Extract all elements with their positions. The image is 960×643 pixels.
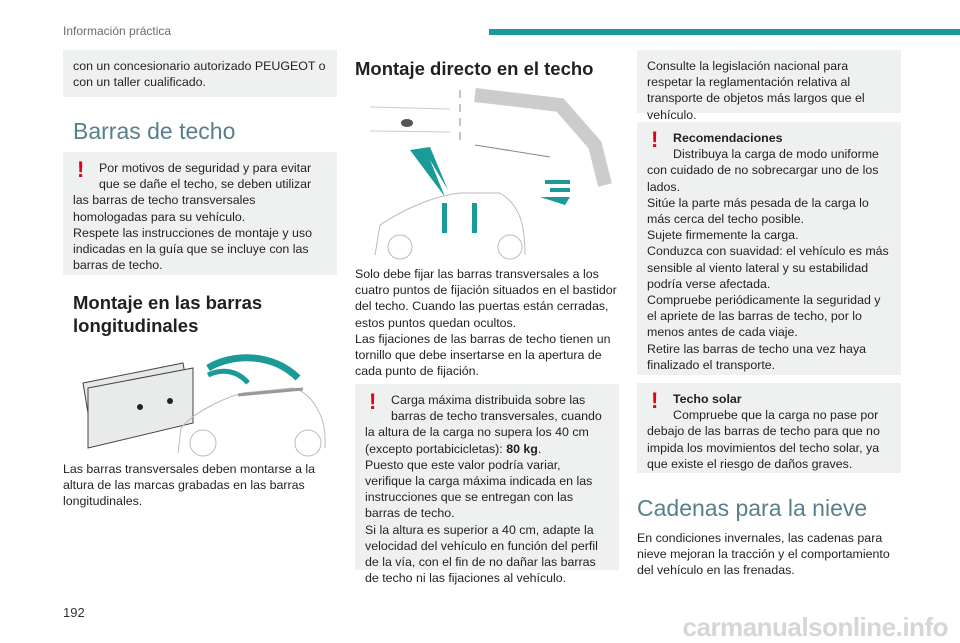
warning-text: Puesto que este valor podría variar, verifique la carga máxima indicada en las instrucciones que se entregan con las barras de techo. [365, 457, 593, 521]
legislation-box [637, 50, 901, 122]
paragraph: Solo debe fijar las barras transversales a los cuatro puntos de fijación situados en el bastidor del techo. Cuando las puertas están cerradas, estos puntos quedan ocultos. [355, 267, 617, 330]
section-title: Información práctica [63, 24, 172, 38]
warning-icon: ! [369, 389, 377, 414]
warning-text: Por motivos de seguridad y para evitar que se dañe el techo, se deben utilizar las barras de techo transversales homologadas para su vehículo. [73, 161, 312, 224]
box-text: con un concesionario autorizado PEUGEOT o con un taller cualificado. [73, 59, 326, 90]
warning-text: Si la altura es superior a 40 cm, adapte la velocidad del vehículo en función del perfil de la vía, con el fin de no dañar las barras de techo ni las fijaciones al vehículo. [365, 522, 598, 586]
recommendations-title: Recomendaciones [673, 131, 783, 145]
warning-text: Respete las instrucciones de montaje y uso indicadas en la guía que se incluye con las barras de techo. [73, 225, 312, 273]
warning-icon: ! [77, 157, 85, 182]
warning-box [63, 152, 337, 275]
snow-chains-paragraph: En condiciones invernales, las cadenas para nieve mejoran la tracción y el comportamiento del vehículo en las frenadas. [637, 531, 890, 578]
direct-mount-illustration [360, 85, 620, 263]
direct-mount-text [355, 266, 619, 379]
recommendation: Distribuya la carga de modo uniforme con cuidado de no sobrecargar uno de los lados. [647, 147, 879, 194]
watermark: carmanualsonline.info [682, 612, 948, 642]
warning-icon: ! [651, 388, 659, 413]
recommendations-box [637, 122, 901, 375]
max-load-value: 80 kg [506, 441, 538, 456]
max-load-warning [355, 384, 619, 586]
warning-text: Carga máxima distribuida sobre las barras de techo transversales, cuando la altura de la carga no supera los 40 cm (excepto portabicicletas): [365, 393, 602, 456]
heading-roof-bars: Barras de techo [73, 118, 236, 144]
sunroof-text: Compruebe que la carga no pase por debajo de las barras de techo para que no impida los movimientos del techo solar, ya que existe el riesgo de daños graves. [647, 408, 880, 471]
heading-snow-chains: Cadenas para la nieve [637, 495, 868, 521]
recommendation: Conduzca con suavidad: el vehículo es más sensible al viento lateral y su estabilidad podría verse afectada. [647, 244, 889, 291]
longitudinal-paragraph: Las barras transversales deben montarse a la altura de las marcas grabadas en las barras longitudinales. [63, 462, 316, 509]
sunroof-title: Techo solar [673, 392, 742, 406]
recommendation: Retire las barras de techo una vez haya finalizado el transporte. [647, 341, 867, 372]
info-box [63, 50, 337, 97]
heading-longitudinal: Montaje en las barras longitudinales [73, 292, 263, 336]
recommendation: Sujete firmemente la carga. [647, 228, 799, 243]
recommendation: Sitúe la parte más pesada de la carga lo más cerca del techo posible. [647, 195, 869, 227]
box-text: Consulte la legislación nacional para respetar la reglamentación relativa al transporte de objetos más largos que el vehículo. [647, 59, 865, 122]
page-number: 192 [63, 605, 85, 620]
sunroof-box [637, 383, 901, 473]
heading-direct-mount: Montaje directo en el techo [355, 58, 594, 79]
warning-icon: ! [651, 127, 659, 152]
paragraph: Las fijaciones de las barras de techo tienen un tornillo que debe insertarse en la apertura de cada punto de fijación. [355, 331, 611, 379]
recommendation: Compruebe periódicamente la seguridad y el apriete de las barras de techo, por lo menos antes de cada viaje. [647, 293, 881, 340]
header-accent-bar [489, 29, 960, 35]
warning-text: . [537, 441, 542, 456]
longitudinal-bars-illustration [63, 343, 333, 458]
